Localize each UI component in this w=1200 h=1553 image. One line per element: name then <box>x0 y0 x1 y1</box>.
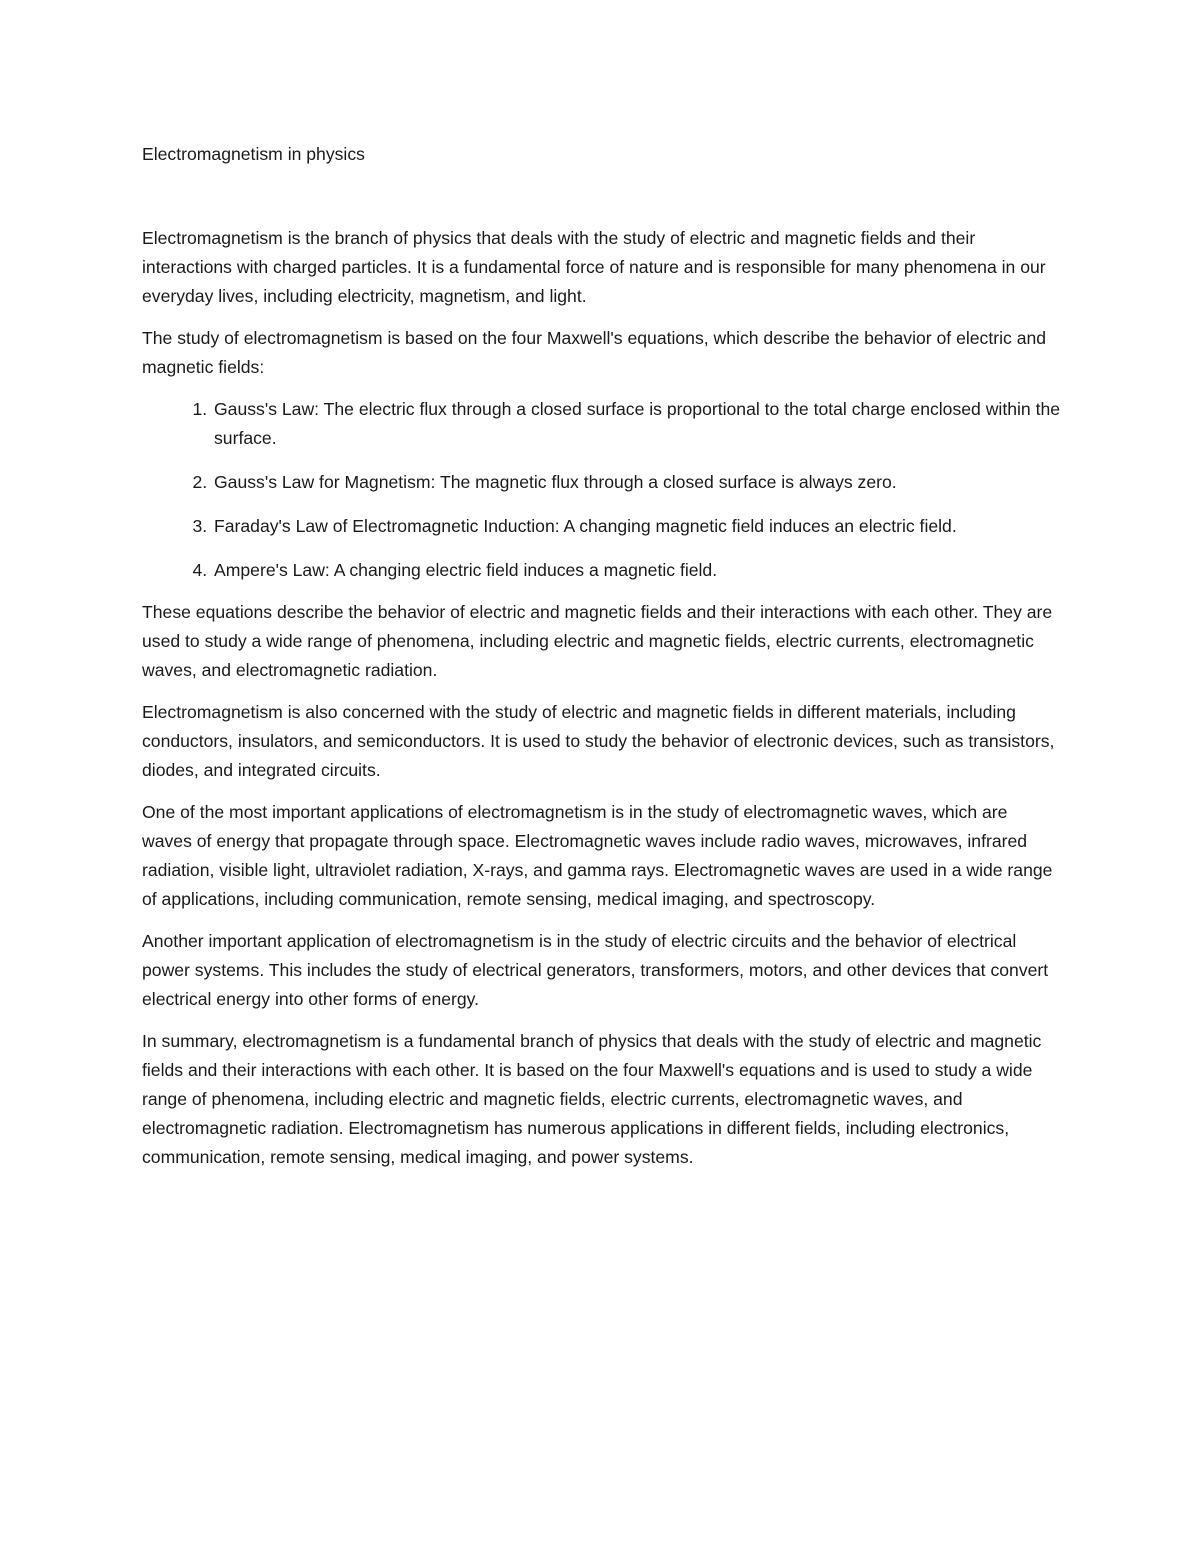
list-item-faraday-law: 3. Faraday's Law of Electromagnetic Induction: A changing magnetic field induces an electric field. <box>212 512 1062 541</box>
paragraph-circuits: Another important application of electromagnetism is in the study of electric circuits and the behavior of electrical power systems. This includes the study of electrical generators, transformers, motors, and other devices that convert electrical energy into other forms of energy. <box>142 931 1049 1009</box>
document-title: Electromagnetism in physics <box>142 144 365 164</box>
paragraph-materials: Electromagnetism is also concerned with the study of electric and magnetic fields in different materials, including conductors, insulators, and semiconductors. It is used to study the behavior of electronic devices, such as transistors, diodes, and integrated circuits. <box>142 702 1055 780</box>
document-content <box>142 140 1062 1185</box>
paragraph-intro: Electromagnetism is the branch of physics that deals with the study of electric and magnetic fields and their interactions with charged particles. It is a fundamental force of nature and is responsible for many phenomena in our everyday lives, including electricity, magnetism, and light. <box>142 228 1046 306</box>
list-item-ampere-law: 4. Ampere's Law: A changing electric field induces a magnetic field. <box>212 556 1062 585</box>
paragraph-summary: In summary, electromagnetism is a fundamental branch of physics that deals with the study of electric and magnetic fields and their interactions with each other. It is based on the four Maxwell's equations and is used to study a wide range of phenomena, including electric and magnetic fields, electric currents, electromagnetic waves, and electromagnetic radiation. Electromagnetism has numerous applications in different fields, including electronics, communication, remote sensing, medical imaging, and power systems. <box>142 1031 1042 1167</box>
maxwell-equations-list <box>142 395 1062 585</box>
list-item-gauss-law: 1. Gauss's Law: The electric flux through a closed surface is proportional to the total charge enclosed within the surface. <box>212 395 1062 453</box>
list-item-gauss-magnetism: 2. Gauss's Law for Magnetism: The magnetic flux through a closed surface is always zero. <box>212 468 1062 497</box>
paragraph-em-waves: One of the most important applications of electromagnetism is in the study of electromagnetic waves, which are waves of energy that propagate through space. Electromagnetic waves include radio waves, microwaves, infrared radiation, visible light, ultraviolet radiation, X-rays, and gamma rays. Electromagnetic waves are used in a wide range of applications, including communication, remote sensing, medical imaging, and spectroscopy. <box>142 802 1053 909</box>
paragraph-equations-description: These equations describe the behavior of electric and magnetic fields and their interactions with each other. They are used to study a wide range of phenomena, including electric and magnetic fields, electric currents, electromagnetic waves, and electromagnetic radiation. <box>142 602 1053 680</box>
paragraph-maxwell-intro: The study of electromagnetism is based on the four Maxwell's equations, which describe the behavior of electric and magnetic fields: <box>142 328 1047 377</box>
